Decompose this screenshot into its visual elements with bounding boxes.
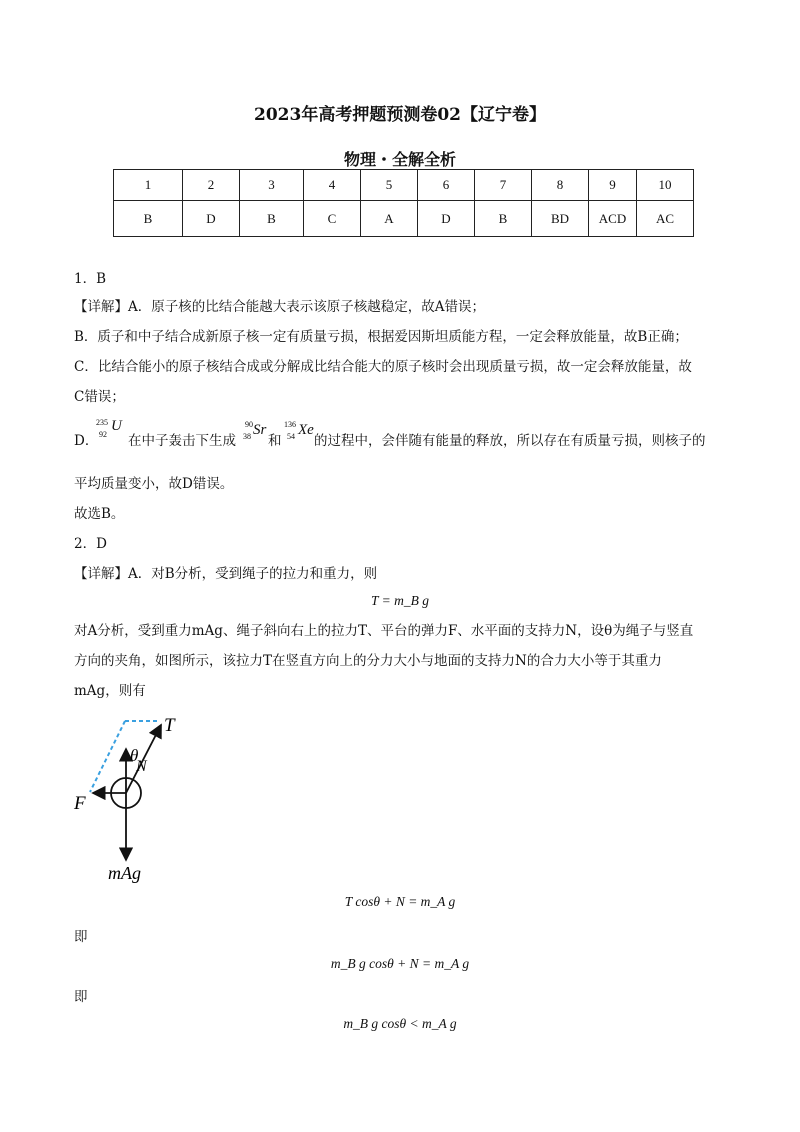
mass-number: 90 — [245, 420, 253, 429]
equation-3-text: m_B g cosθ + N = m_A g — [330, 956, 470, 971]
q1-explanation-d-label: D． — [74, 433, 99, 449]
ji-1: 即 — [74, 929, 88, 945]
q1-explanation-c-line1: C．比结合能小的原子核结合成或分解成比结合能大的原子核时会出现质量亏损，故一定会释放能量，故 — [74, 359, 692, 375]
table-cell: 6 — [418, 170, 475, 201]
q1-explanation-d-line2: 平均质量变小，故D错误。 — [74, 476, 234, 492]
q1-explanation-d-and: 和 — [268, 433, 282, 449]
charge-number: 92 — [99, 430, 107, 439]
equation-4 — [0, 1016, 800, 1032]
q1-heading: 1．B — [74, 271, 107, 287]
q2-explanation-a: 【详解】A．对B分析，受到绳子的拉力和重力，则 — [74, 566, 378, 582]
table-cell: AC — [637, 201, 694, 237]
equation-1 — [0, 593, 800, 609]
q2-paragraph-line2: 方向的夹角，如图所示，该拉力T在竖直方向上的分力大小与地面的支持力N的合力大小等于其重力 — [74, 653, 662, 669]
page-subtitle: 物理・全解全析 — [343, 150, 456, 169]
mass-number: 235 — [96, 418, 108, 427]
mass-number: 136 — [284, 420, 296, 429]
element-symbol: U — [111, 418, 122, 434]
table-cell: ACD — [589, 201, 637, 237]
table-cell: C — [304, 201, 361, 237]
table-cell: 2 — [183, 170, 240, 201]
table-cell: 10 — [637, 170, 694, 201]
q1-explanation-d-text2: 的过程中，会伴随有能量的释放，所以存在有质量亏损，则核子的 — [314, 433, 706, 449]
answer-table-answer-row — [114, 201, 694, 237]
label-theta: θ — [130, 746, 139, 765]
table-cell: BD — [532, 201, 589, 237]
q1-explanation-c-line2: C错误； — [74, 389, 125, 405]
q1-explanation-a: 【详解】A．原子核的比结合能越大表示该原子核越稳定，故A错误； — [74, 299, 485, 315]
answer-table — [113, 169, 694, 237]
element-symbol: Sr — [253, 422, 267, 438]
q2-paragraph-line3: mAg，则有 — [74, 683, 146, 699]
equation-1-text: T = m_B g — [371, 593, 429, 608]
force-diagram — [60, 705, 220, 890]
table-cell: 7 — [475, 170, 532, 201]
table-cell: 1 — [114, 170, 183, 201]
q2-paragraph-line1: 对A分析，受到重力mAg、绳子斜向右上的拉力T、平台的弹力F、水平面的支持力N，设θ为绳子与竖直 — [74, 623, 694, 639]
q2-heading: 2．D — [74, 536, 107, 552]
table-cell: D — [418, 201, 475, 237]
table-cell: B — [114, 201, 183, 237]
table-cell: B — [475, 201, 532, 237]
ji-2: 即 — [74, 989, 88, 1005]
q1-conclusion: 故选B。 — [74, 506, 125, 522]
table-cell: B — [240, 201, 304, 237]
table-cell: 3 — [240, 170, 304, 201]
dashed-left-edge — [90, 721, 125, 792]
equation-3 — [0, 956, 800, 972]
charge-number: 38 — [243, 432, 251, 441]
table-cell: 5 — [361, 170, 418, 201]
table-cell: 9 — [589, 170, 637, 201]
q1-explanation-d-text1: 在中子轰击下生成 — [128, 433, 236, 449]
charge-number: 54 — [287, 432, 295, 441]
label-n: N — [136, 758, 147, 775]
label-f: F — [74, 793, 86, 814]
equation-4-text: m_B g cosθ < m_A g — [343, 1016, 457, 1031]
table-cell: 4 — [304, 170, 361, 201]
element-symbol: Xe — [298, 422, 314, 438]
table-cell: A — [361, 201, 418, 237]
page-title: 2023年高考押题预测卷02【辽宁卷】 — [254, 105, 546, 125]
equation-2-text: T cosθ + N = m_A g — [344, 894, 456, 909]
equation-2 — [0, 894, 800, 910]
answer-table-number-row — [114, 170, 694, 201]
label-t: T — [164, 715, 175, 736]
label-mg: mAg — [108, 863, 141, 883]
table-cell: D — [183, 201, 240, 237]
q1-explanation-b: B．质子和中子结合成新原子核一定有质量亏损，根据爱因斯坦质能方程，一定会释放能量，故B正确； — [74, 329, 688, 345]
table-cell: 8 — [532, 170, 589, 201]
